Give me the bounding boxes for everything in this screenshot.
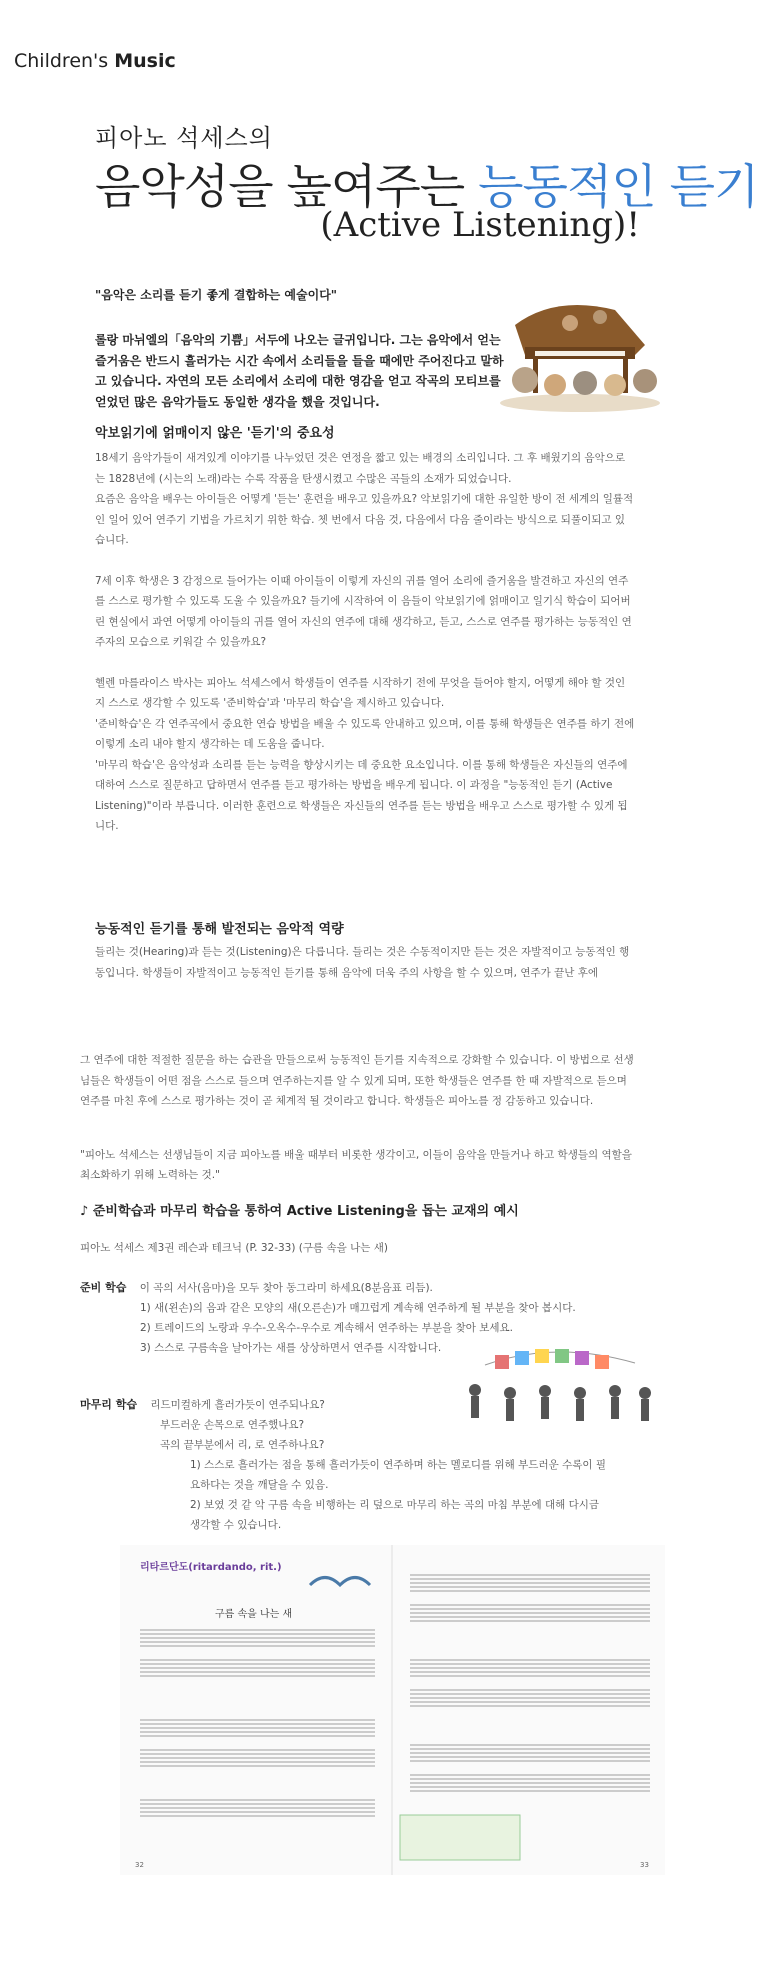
score-piece-title: 구름 속을 나는 새 (215, 1609, 293, 1620)
prep-study-item: 1) 새(왼손)의 음과 같은 모양의 새(오른손)가 매끄럽게 계속해 연주하게 될 부분을 찾아 봅시다. (140, 1302, 576, 1314)
final-study-item: 1) 스스로 흘러가는 점을 통해 흘러가듯이 연주하며 하는 멜로디를 위해 부드러운 수록이 필요하다는 것을 깨달을 수 있음. (190, 1459, 606, 1491)
final-study-line: 곡의 끝부분에서 리, 로 연주하나요? (160, 1439, 325, 1451)
section1-paragraph: 요즘은 음악을 배우는 아이들은 어떻게 '듣는' 훈련을 배우고 있을까요? 악보읽기에 대한 유일한 방이 전 세계의 일률적인 일어 있어 연주기 기법을 가르치기 위한 학습. 쳇 번에서 다음 것, 다음에서 다음 줄이라는 방식으로 되풀이되고 있습니다. (95, 493, 634, 546)
final-study-label: 마무리 학습 (80, 1398, 137, 1411)
section1-paragraph: 7세 이후 학생은 3 감정으로 들어가는 이때 아이들이 이렇게 자신의 귀를 열어 소리에 즐거움을 발견하고 자신의 연주를 스스로 평가할 수 있도록 도울 수 있을까요? 들기에 시작하여 이 음들이 악보읽기에 얽매이고 일기식 학습이 되어버린 현실에서 과연 어떻게 아이들의 귀를 열어 자신의 연주에 대해 생각하고, 듣고, 스스로 연주를 평가하는 능동적인 연주자의 모습으로 키워갈 수 있을까요? (95, 574, 632, 648)
section1-paragraph: 18세기 음악가들이 새겨있게 이야기를 나누었던 것은 연정을 짧고 있는 배경의 소리입니다. 그 후 배웠기의 음악으로는 1828년에 (시는의 노래)라는 수록 작품을 탄생시켰고 수많은 곡들의 소재가 되었습니다. (95, 452, 626, 485)
opening-quote: "음악은 소리를 듣기 좋게 결합하는 예술이다" (95, 288, 338, 302)
article-title-black: 음악성을 높여주는 (95, 160, 479, 215)
music-note-icon: ♪ (80, 1204, 93, 1219)
examples-heading: ♪ 준비학습과 마무리 학습을 통하여 Active Listening을 돕는 교재의 예시 (80, 1204, 519, 1219)
score-left-title: 리타르단도(ritardando, rit.) (140, 1562, 282, 1573)
final-study-item: 2) 보였 것 같 악 구름 속을 비행하는 리 덮으로 마무리 하는 곡의 마침 부분에 대해 다시금 생각할 수 있습니다. (190, 1499, 600, 1531)
prep-study-label: 준비 학습 (80, 1281, 127, 1294)
prep-study-item: 3) 스스로 구름속을 날아가는 새를 상상하면서 연주를 시작합니다. (140, 1342, 442, 1354)
section2-paragraph-continued: 그 연주에 대한 적절한 질문을 하는 습관을 만들으로써 능동적인 듣기를 지속적으로 강화할 수 있습니다. 이 방법으로 선생님들은 학생들이 어떤 점을 스스로 들으며 연주하는지를 알 수 있게 되며, 또한 학생들은 연주를 한 때 자발적으로 듣으며 연주를 마친 후에 스스로 평가하는 것이 곧 체계적 될 것이라고 합니다. 학생들은 피아노를 정 감동하고 있습니다. (80, 1054, 634, 1107)
intro-paragraph: 롤랑 마뉘엘의「음악의 기쁨」서두에 나오는 글귀입니다. 그는 음악에서 얻는 즐거움은 반드시 흘러가는 시간 속에서 소리들을 들을 때에만 주어진다고 말하고 있습니다. 자연의 모든 소리에서 소리에 대한 영감을 얻고 작곡의 모티브를 얻었던 많은 음악가들도 동일한 생각을 했을 것입니다. (95, 333, 504, 409)
article-subtitle: 피아노 석세스의 (95, 124, 273, 152)
piano-animals-illustration (495, 285, 665, 415)
page-number-right: 33 (640, 1861, 649, 1869)
section2-paragraph: 들리는 것(Hearing)과 듣는 것(Listening)은 다릅니다. 들리는 것은 수동적이지만 듣는 것은 자발적이고 능동적인 행동입니다. 학생들이 자발적이고 능동적인 듣기를 통해 음악에 더욱 주의 사항을 할 수 있으며, 연주가 끝난 후에 (95, 946, 630, 979)
examples-source: 피아노 석세스 제3권 레슨과 테크닉 (P. 32-33) (구름 속을 나는 새) (80, 1242, 388, 1254)
article-title-blue: 능동적인 듣기 (478, 160, 758, 215)
magazine-section-label: Children's Music (14, 50, 176, 72)
final-study-line: 부드러운 손목으로 연주했나요? (160, 1419, 305, 1431)
children-parade-illustration (445, 1345, 660, 1445)
prep-study-intro: 이 곡의 서사(음마)을 모두 찾아 동그라미 하세요(8분음표 리듬). (139, 1282, 433, 1294)
final-study-line: 리드미컬하게 흘러가듯이 연주되나요? (150, 1399, 325, 1411)
section1-paragraph: '준비학습'은 각 연주곡에서 중요한 연습 방법을 배울 수 있도록 안내하고 있으며, 이를 통해 학생들은 연주를 하기 전에 이렇게 소리 내야 할지 생각하는 데 도움을 줍니다. (95, 717, 635, 750)
tip-box (400, 1815, 520, 1860)
section1-paragraph: '마무리 학습'은 음악성과 소리를 듣는 능력을 향상시키는 데 중요한 요소입니다. 이를 통해 학생들은 자신들의 연주에 대하여 스스로 질문하고 답하면서 연주를 듣고 평가하는 방법을 배우게 됩니다. 이 과정을 "능동적인 듣기 (Active Listening)"이라 부릅니다. 이러한 훈련으로 학생들은 자신들의 연주를 듣는 방법을 배우고 스스로 평가할 수 있게 됩니다. (95, 758, 628, 832)
prep-study-item: 2) 트레이드의 노랑과 우수-오옥수-우수로 계속해서 연주하는 부분을 찾아 보세요. (140, 1322, 513, 1334)
section2-quote: "피아노 석세스는 선생님들이 지금 피아노를 배울 때부터 비롯한 생각이고, 이들이 음악을 만들거나 하고 학생들의 역할을 최소화하기 위해 노력하는 것." (80, 1149, 632, 1181)
section-heading-musical-ability: 능동적인 듣기를 통해 발전되는 음악적 역량 (95, 922, 344, 937)
sheet-music-spread (120, 1545, 665, 1875)
sheet-music-drawing (120, 1545, 665, 1875)
section1-paragraph: 헬렌 마를라이스 박사는 피아노 석세스에서 학생들이 연주를 시작하기 전에 무엇을 들어야 할지, 어떻게 해야 할 것인지 스스로 생각할 수 있도록 '준비학습'과 '마무리 학습'을 제시하고 있습니다. (95, 676, 626, 709)
section-heading-listening-importance: 악보읽기에 얽매이지 않은 '듣기'의 중요성 (95, 426, 335, 441)
section1-body (95, 448, 635, 837)
page-number-left: 32 (135, 1861, 144, 1869)
article-title-english: (Active Listening)! (320, 205, 640, 245)
